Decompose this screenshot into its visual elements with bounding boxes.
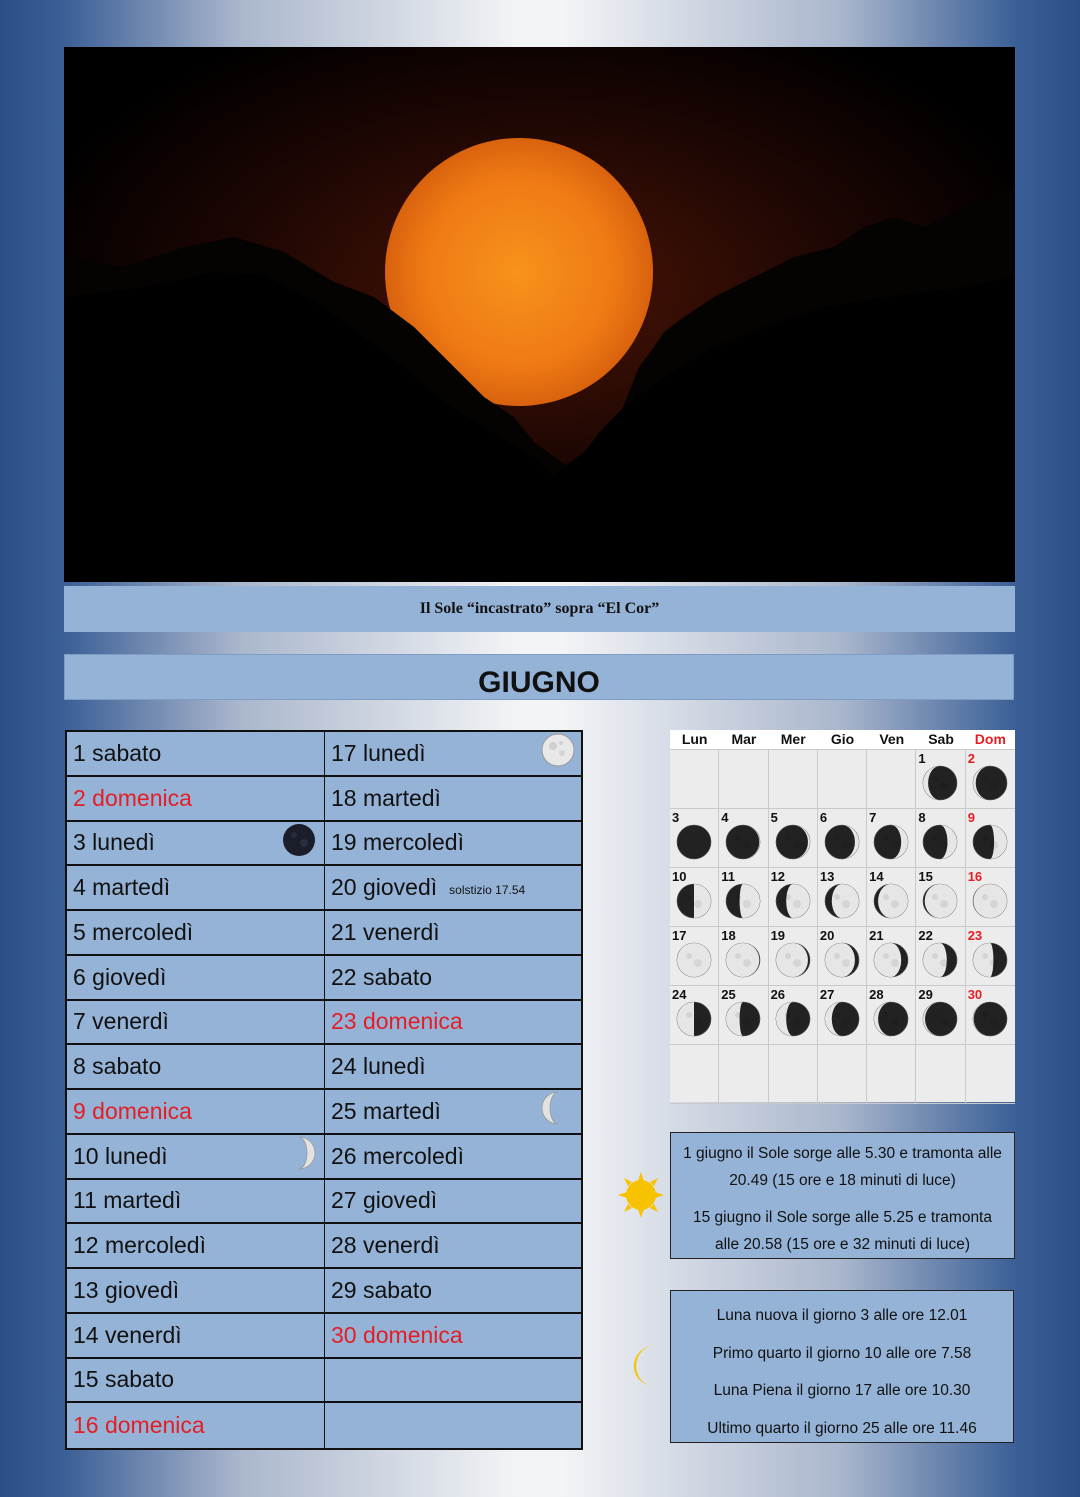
- day-row-8: [67, 1045, 325, 1090]
- sun-info-1: 1 giugno il Sole sorge alle 5.30 e tramonta alle 20.49 (15 ore e 18 minuti di luce): [683, 1145, 1002, 1189]
- day-label: 27 giovedì: [331, 1187, 438, 1214]
- day-label: 15 sabato: [73, 1366, 175, 1393]
- calendar-empty-cell: [670, 750, 719, 809]
- calendar-day-20: [818, 927, 867, 986]
- day-label: 16 domenica: [73, 1412, 205, 1439]
- calendar-day-number: 4: [721, 810, 729, 825]
- moon-info-box: [670, 1290, 1014, 1443]
- moon-phase-icon: [724, 882, 762, 920]
- calendar-day-number: 27: [819, 987, 835, 1002]
- day-row-22: [325, 956, 583, 1001]
- day-label: 18 martedì: [331, 784, 441, 811]
- solstice-note: solstizio 17.54: [449, 882, 526, 897]
- crescent-moon-icon: [626, 1344, 660, 1393]
- day-label: 11 martedì: [73, 1187, 182, 1214]
- calendar-day-number: 6: [819, 810, 828, 825]
- month-title: GIUGNO: [64, 654, 1014, 700]
- moon-phase-icon: [872, 941, 910, 979]
- moon-phase-icon: [675, 882, 713, 920]
- calendar-day-23: [966, 927, 1015, 986]
- weekday-sab: Sab: [928, 731, 954, 747]
- calendar-day-number: 21: [869, 928, 884, 943]
- calendar-day-number: 12: [770, 869, 786, 884]
- calendar-empty-cell: [818, 1045, 867, 1104]
- moon-phase-icon: [921, 941, 959, 979]
- day-row-3: [67, 822, 325, 867]
- calendar-day-27: [818, 986, 867, 1045]
- calendar-day-number: 19: [770, 928, 786, 943]
- calendar-weekday-header: [670, 730, 1015, 749]
- day-row-29: [325, 1269, 583, 1314]
- sun-icon: [616, 1170, 666, 1225]
- day-label: 28 venerdì: [331, 1232, 440, 1259]
- calendar-day-number: 11: [721, 869, 736, 884]
- moon-phase-icon: [823, 823, 861, 861]
- day-label: 25 martedì: [331, 1097, 441, 1124]
- day-label: 17 lunedì: [331, 739, 426, 766]
- calendar-empty-cell: [719, 750, 768, 809]
- calendar-empty-cell: [916, 1045, 965, 1104]
- day-row-11: [67, 1180, 325, 1225]
- full-moon-icon: [541, 733, 575, 773]
- day-label: 23 domenica: [331, 1008, 463, 1035]
- moon-info-full: Luna Piena il giorno 17 alle ore 10.30: [713, 1382, 971, 1399]
- day-row-15: [67, 1359, 325, 1404]
- moon-phase-icon: [971, 882, 1009, 920]
- calendar-empty-cell: [670, 1045, 719, 1104]
- calendar-day-7: [867, 809, 916, 868]
- day-row-17: [325, 732, 583, 777]
- weekday-lun: Lun: [681, 731, 708, 747]
- calendar-day-number: 7: [869, 810, 877, 825]
- day-label: 9 domenica: [73, 1097, 192, 1124]
- calendar-empty-cell: [867, 750, 916, 809]
- day-row-2: [67, 777, 325, 822]
- calendar-day-number: 22: [918, 928, 933, 943]
- calendar-day-number: 1: [918, 751, 926, 766]
- calendar-day-3: [670, 809, 719, 868]
- calendar-day-number: 2: [967, 751, 975, 766]
- day-label: 26 mercoledì: [331, 1142, 464, 1169]
- moon-info-last-quarter: Ultimo quarto il giorno 25 alle ore 11.46: [707, 1419, 977, 1437]
- calendar-empty-cell: [818, 750, 867, 809]
- calendar-day-number: 14: [869, 869, 884, 884]
- day-label: 21 venerdì: [331, 918, 440, 945]
- new-moon-icon: [282, 823, 316, 863]
- day-label: 1 sabato: [73, 739, 162, 766]
- day-row-7: [67, 1001, 325, 1046]
- moon-phase-icon: [774, 941, 812, 979]
- moon-info-first-quarter: Primo quarto il giorno 10 alle ore 7.58: [712, 1344, 972, 1362]
- calendar-day-number: 20: [819, 928, 835, 943]
- day-label: 7 venerdì: [73, 1008, 169, 1035]
- weekday-mar: Mar: [731, 731, 757, 747]
- last-quarter-moon-icon: [541, 1091, 575, 1131]
- day-label: 8 sabato: [73, 1053, 162, 1080]
- moon-phase-icon: [823, 1000, 861, 1038]
- day-label: 3 lunedì: [73, 829, 155, 856]
- calendar-day-number: 16: [967, 869, 983, 884]
- moon-phase-icon: [921, 764, 959, 802]
- day-row-30: [325, 1314, 583, 1359]
- moon-phase-icon: [675, 941, 713, 979]
- day-row-24: [325, 1045, 583, 1090]
- moon-phase-calendar: [670, 730, 1015, 1102]
- calendar-day-number: 30: [967, 987, 983, 1002]
- calendar-day-8: [916, 809, 965, 868]
- day-row-19: [325, 822, 583, 867]
- day-label: 10 lunedì: [73, 1142, 168, 1169]
- calendar-day-number: 9: [967, 810, 975, 825]
- calendar-day-number: 10: [672, 869, 687, 884]
- day-row-27: [325, 1180, 583, 1225]
- day-row-26: [325, 1135, 583, 1180]
- moon-phase-icon: [774, 1000, 812, 1038]
- calendar-day-4: [719, 809, 768, 868]
- calendar-day-11: [719, 868, 768, 927]
- day-row-empty: [325, 1403, 583, 1448]
- day-row-23: [325, 1001, 583, 1046]
- calendar-day-12: [769, 868, 818, 927]
- moon-phase-icon: [971, 1000, 1009, 1038]
- sunset-mountain-image: [64, 47, 1015, 582]
- day-label: 12 mercoledì: [73, 1232, 206, 1259]
- day-row-13: [67, 1269, 325, 1314]
- day-row-empty: [325, 1359, 583, 1404]
- first-quarter-moon-icon: [282, 1136, 316, 1176]
- moon-phase-icon: [823, 882, 861, 920]
- calendar-day-number: 23: [967, 928, 983, 943]
- calendar-day-21: [867, 927, 916, 986]
- day-label: 20 giovedì: [331, 874, 438, 901]
- moon-phase-icon: [675, 823, 713, 861]
- moon-phase-icon: [872, 882, 910, 920]
- calendar-day-28: [867, 986, 916, 1045]
- calendar-day-19: [769, 927, 818, 986]
- calendar-day-5: [769, 809, 818, 868]
- calendar-day-number: 8: [918, 810, 926, 825]
- day-label: 19 mercoledì: [331, 829, 464, 856]
- day-row-5: [67, 911, 325, 956]
- day-row-6: [67, 956, 325, 1001]
- calendar-day-number: 26: [770, 987, 786, 1002]
- moon-phase-icon: [774, 882, 812, 920]
- calendar-day-24: [670, 986, 719, 1045]
- day-label: 30 domenica: [331, 1321, 463, 1348]
- calendar-empty-cell: [769, 1045, 818, 1104]
- day-label: 24 lunedì: [331, 1053, 426, 1080]
- weekday-dom: Dom: [974, 731, 1006, 747]
- calendar-day-25: [719, 986, 768, 1045]
- day-row-28: [325, 1224, 583, 1269]
- calendar-day-number: 25: [721, 987, 736, 1002]
- calendar-day-29: [916, 986, 965, 1045]
- calendar-day-14: [867, 868, 916, 927]
- day-row-25: [325, 1090, 583, 1135]
- moon-phase-icon: [724, 941, 762, 979]
- moon-phase-icon: [921, 882, 959, 920]
- calendar-day-30: [966, 986, 1015, 1045]
- calendar-day-number: 17: [672, 928, 687, 943]
- weekday-mer: Mer: [780, 731, 806, 747]
- day-label: 14 venerdì: [73, 1321, 182, 1348]
- calendar-day-number: 13: [819, 869, 835, 884]
- weekday-ven: Ven: [879, 731, 905, 747]
- moon-phase-icon: [724, 1000, 762, 1038]
- calendar-day-6: [818, 809, 867, 868]
- day-label: 29 sabato: [331, 1276, 433, 1303]
- calendar-day-number: 29: [918, 987, 933, 1002]
- calendar-empty-cell: [719, 1045, 768, 1104]
- calendar-day-2: [966, 750, 1015, 809]
- calendar-day-10: [670, 868, 719, 927]
- photo-caption: Il Sole “incastrato” sopra “El Cor”: [64, 586, 1015, 632]
- moon-phase-icon: [921, 823, 959, 861]
- calendar-empty-cell: [867, 1045, 916, 1104]
- moon-phase-icon: [724, 823, 762, 861]
- calendar-day-number: 18: [721, 928, 736, 943]
- moon-phase-icon: [971, 941, 1009, 979]
- day-label: 4 martedì: [73, 874, 171, 901]
- calendar-day-13: [818, 868, 867, 927]
- day-row-9: [67, 1090, 325, 1135]
- day-row-1: [67, 732, 325, 777]
- calendar-empty-cell: [966, 1045, 1015, 1104]
- calendar-day-22: [916, 927, 965, 986]
- sun-info-15: 15 giugno il Sole sorge alle 5.25 e tramonta alle 20.58 (15 ore e 32 minuti di luce): [692, 1209, 992, 1253]
- moon-phase-icon: [872, 1000, 910, 1038]
- day-label: 22 sabato: [331, 963, 433, 990]
- days-table: [65, 730, 583, 1450]
- day-label: 6 giovedì: [73, 963, 167, 990]
- day-row-16: [67, 1403, 325, 1448]
- day-label: 2 domenica: [73, 784, 192, 811]
- calendar-day-9: [966, 809, 1015, 868]
- moon-info-new: Luna nuova il giorno 3 alle ore 12.01: [716, 1307, 968, 1324]
- calendar-day-number: 24: [672, 987, 687, 1002]
- calendar-day-number: 3: [672, 810, 680, 825]
- day-row-18: [325, 777, 583, 822]
- calendar-day-26: [769, 986, 818, 1045]
- day-row-20: [325, 866, 583, 911]
- calendar-grid: [670, 749, 1015, 1104]
- day-row-12: [67, 1224, 325, 1269]
- sun-info-box: [670, 1132, 1015, 1259]
- day-label: 13 giovedì: [73, 1276, 180, 1303]
- calendar-empty-cell: [769, 750, 818, 809]
- sunset-photo: [64, 47, 1015, 582]
- calendar-day-18: [719, 927, 768, 986]
- calendar-day-17: [670, 927, 719, 986]
- calendar-day-number: 15: [918, 869, 933, 884]
- day-row-10: [67, 1135, 325, 1180]
- calendar-day-15: [916, 868, 965, 927]
- moon-phase-icon: [823, 941, 861, 979]
- calendar-day-number: 5: [770, 810, 778, 825]
- calendar-day-16: [966, 868, 1015, 927]
- moon-phase-icon: [921, 1000, 959, 1038]
- day-row-14: [67, 1314, 325, 1359]
- day-row-21: [325, 911, 583, 956]
- moon-phase-icon: [774, 823, 812, 861]
- calendar-day-1: [916, 750, 965, 809]
- calendar-day-number: 28: [869, 987, 884, 1002]
- weekday-gio: Gio: [830, 731, 855, 747]
- day-row-4: [67, 866, 325, 911]
- moon-phase-icon: [971, 823, 1009, 861]
- moon-phase-icon: [872, 823, 910, 861]
- moon-phase-icon: [675, 1000, 713, 1038]
- day-label: 5 mercoledì: [73, 918, 194, 945]
- moon-phase-icon: [971, 764, 1009, 802]
